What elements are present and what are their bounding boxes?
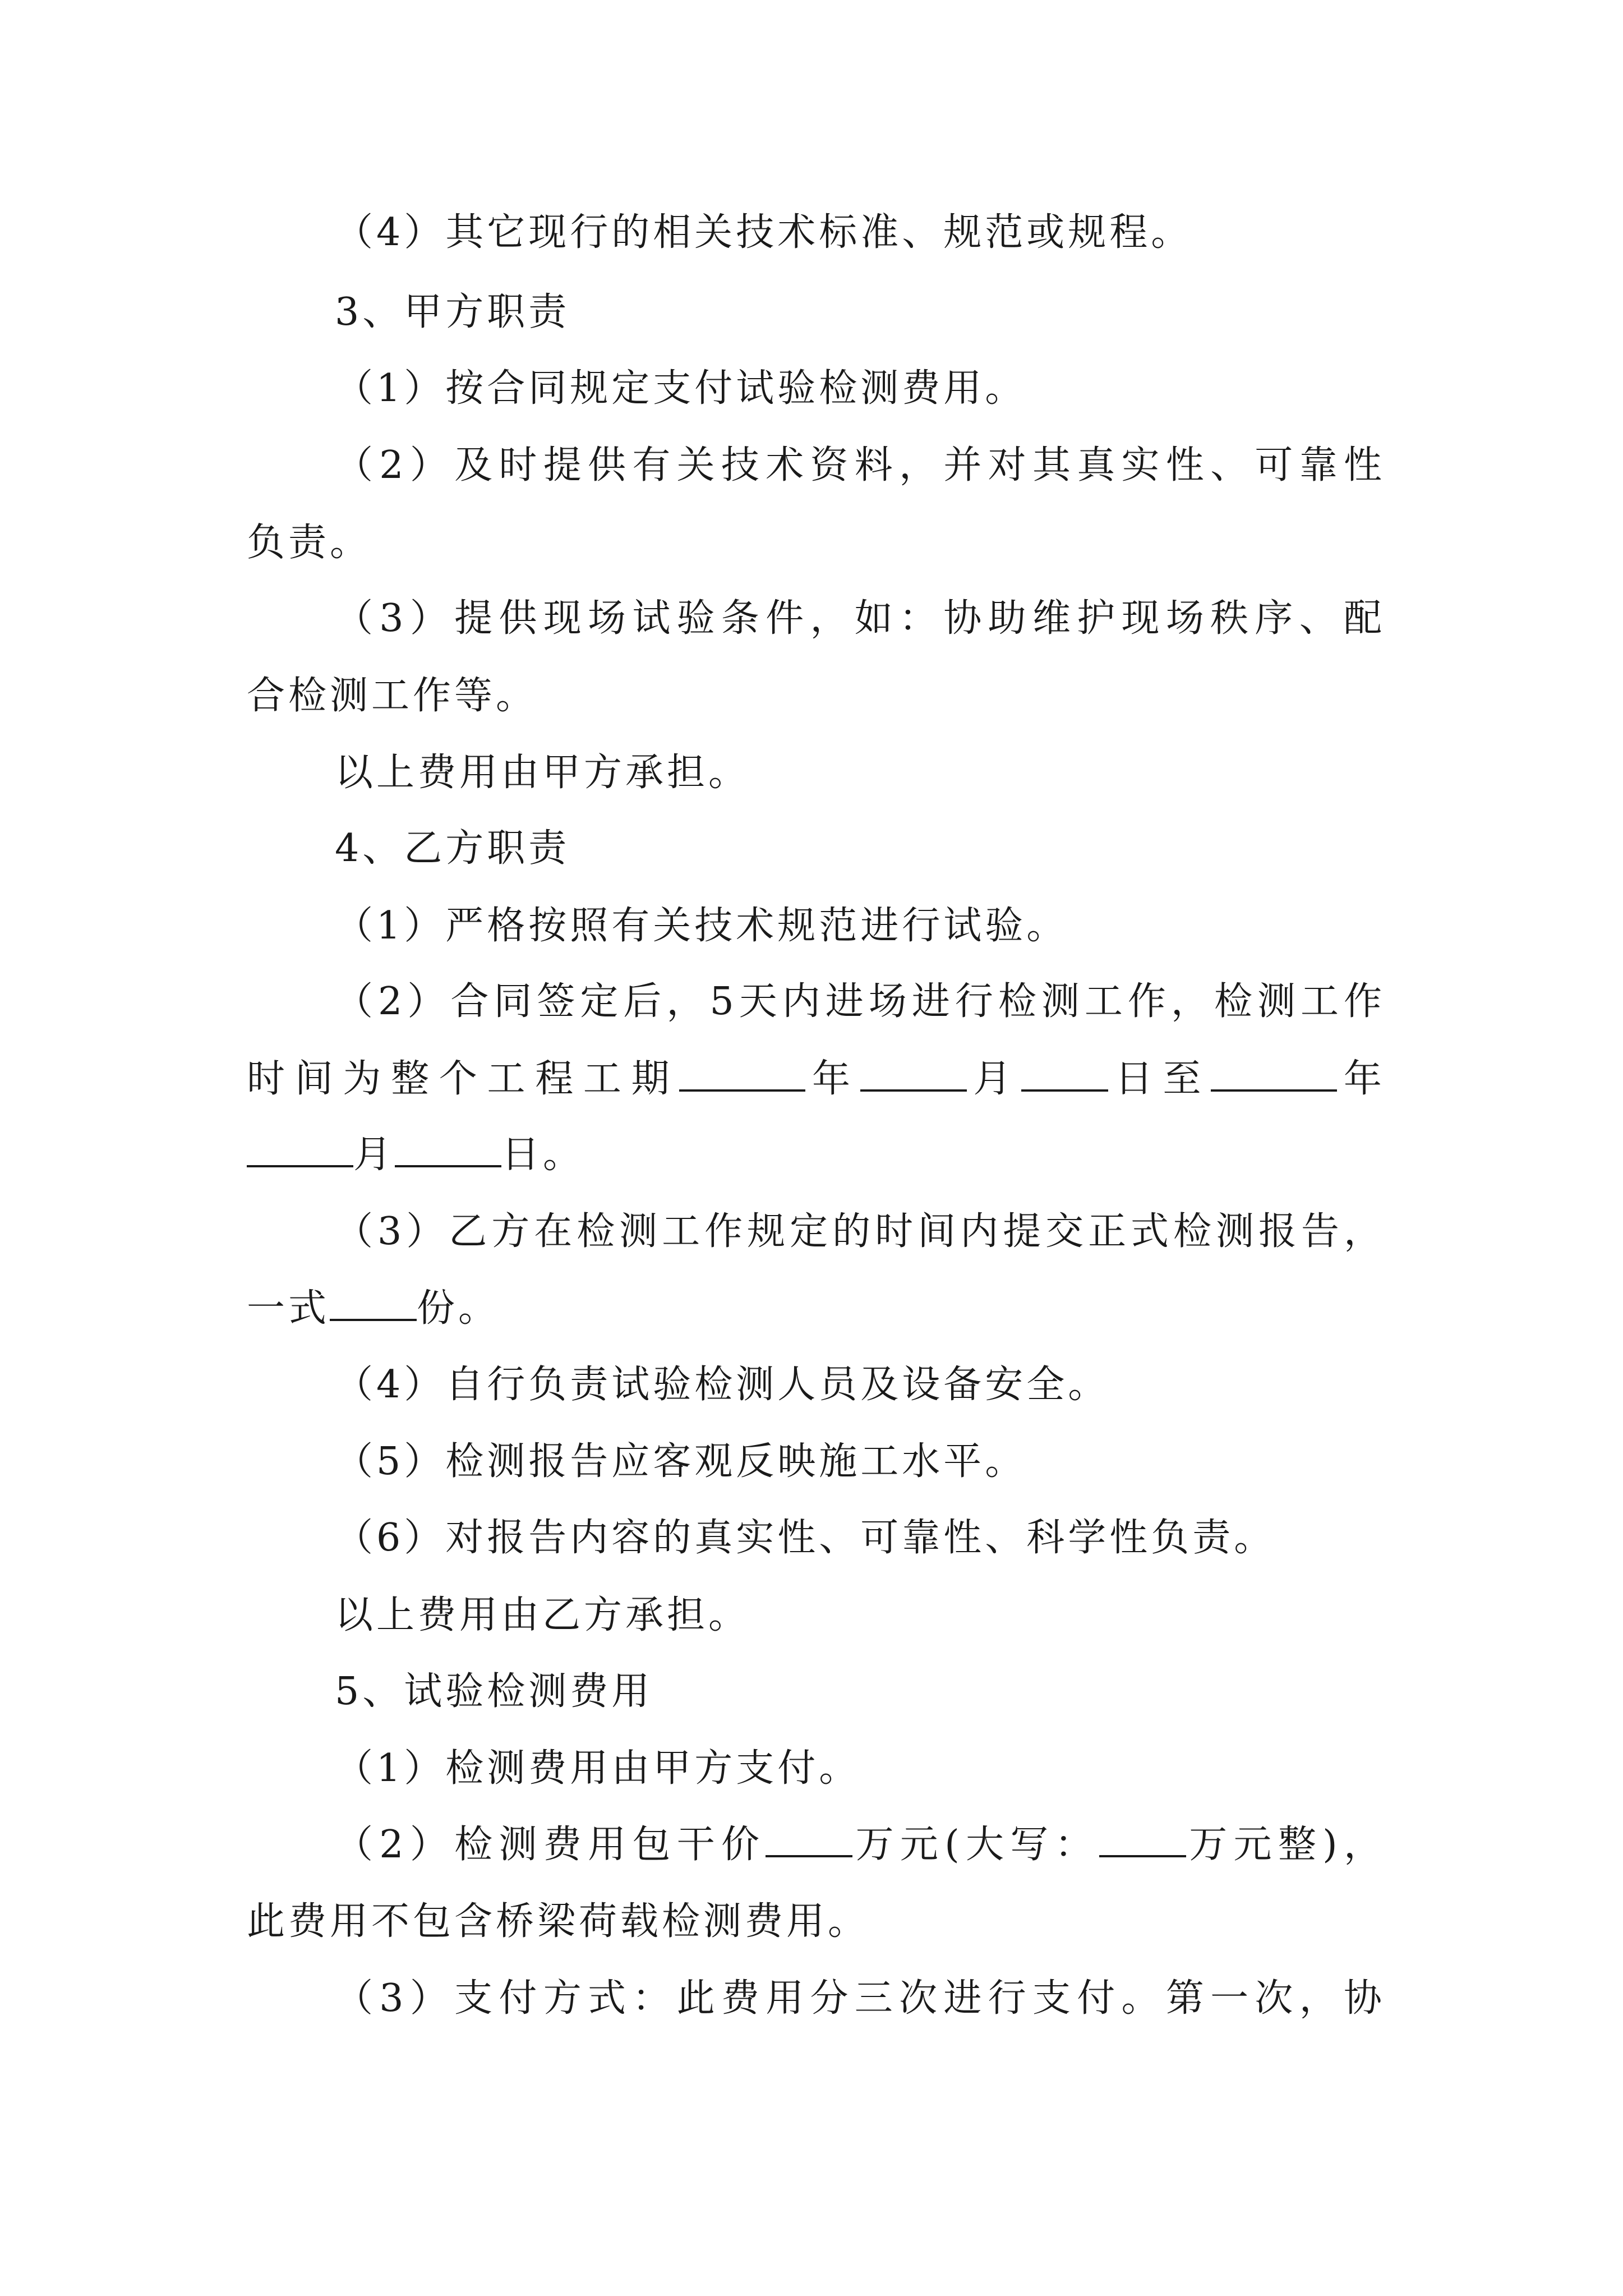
text-line: 此费用不包含桥梁荷载检测费用。 (247, 1899, 870, 1944)
text-line: （4）其它现行的相关技术标准、规范或规程。 (335, 210, 1193, 255)
fill-blank (766, 1820, 852, 1857)
text-line: （3）支付方式：此费用分三次进行支付。第一次，协 (335, 1976, 1385, 2021)
text-fragment: 万元(大写： (852, 1823, 1099, 1867)
text-line: （3）提供现场试验条件，如：协助维护现场秩序、配 (335, 596, 1385, 641)
period-end-line (247, 1127, 1385, 1183)
text-fragment: 时间为整个工程工期 (247, 1057, 680, 1101)
text-line: （1）检测费用由甲方支付。 (335, 1746, 861, 1791)
text-fragment: 份。 (417, 1286, 500, 1331)
fee-line (335, 1817, 1385, 1873)
period-line (247, 1051, 1385, 1107)
copies-line (247, 1281, 1385, 1337)
text-line: （2）合同签定后，5天内进场进行检测工作，检测工作 (335, 979, 1385, 1024)
text-line: （1）严格按照有关技术规范进行试验。 (335, 904, 1068, 948)
fill-blank (247, 1130, 353, 1167)
text-line: 以上费用由乙方承担。 (335, 1593, 750, 1637)
text-fragment: 万元整)， (1186, 1823, 1385, 1867)
section-heading: 3、甲方职责 (335, 290, 570, 334)
fill-blank (395, 1130, 501, 1167)
text-line: （6）对报告内容的真实性、可靠性、科学性负责。 (335, 1516, 1276, 1560)
section-heading: 5、试验检测费用 (335, 1669, 653, 1714)
text-line: （3）乙方在检测工作规定的时间内提交正式检测报告， (335, 1209, 1385, 1254)
fill-blank (679, 1055, 805, 1092)
text-line: 以上费用由甲方承担。 (335, 751, 750, 795)
text-line: （4）自行负责试验检测人员及设备安全。 (335, 1363, 1110, 1407)
text-fragment: 日。 (501, 1133, 585, 1177)
text-fragment: 年 (1337, 1057, 1385, 1101)
text-fragment: （2）检测费用包干价 (335, 1823, 766, 1867)
fill-blank (1021, 1055, 1108, 1092)
section-heading: 4、乙方职责 (335, 826, 570, 871)
text-fragment: 一式 (247, 1286, 330, 1331)
text-line: （1）按合同规定支付试验检测费用。 (335, 366, 1027, 411)
text-fragment: 月 (966, 1057, 1022, 1101)
text-line: 合检测工作等。 (247, 674, 538, 718)
text-line: （5）检测报告应客观反映施工水平。 (335, 1439, 1027, 1484)
text-fragment: 年 (805, 1057, 860, 1101)
fill-blank (330, 1284, 417, 1321)
fill-blank (1211, 1055, 1337, 1092)
text-line: 负责。 (247, 521, 372, 565)
fill-blank (1099, 1820, 1186, 1857)
fill-blank (860, 1055, 967, 1092)
text-fragment: 日至 (1108, 1057, 1211, 1101)
text-fragment: 月 (353, 1133, 395, 1177)
text-line: （2）及时提供有关技术资料，并对其真实性、可靠性 (335, 443, 1385, 487)
